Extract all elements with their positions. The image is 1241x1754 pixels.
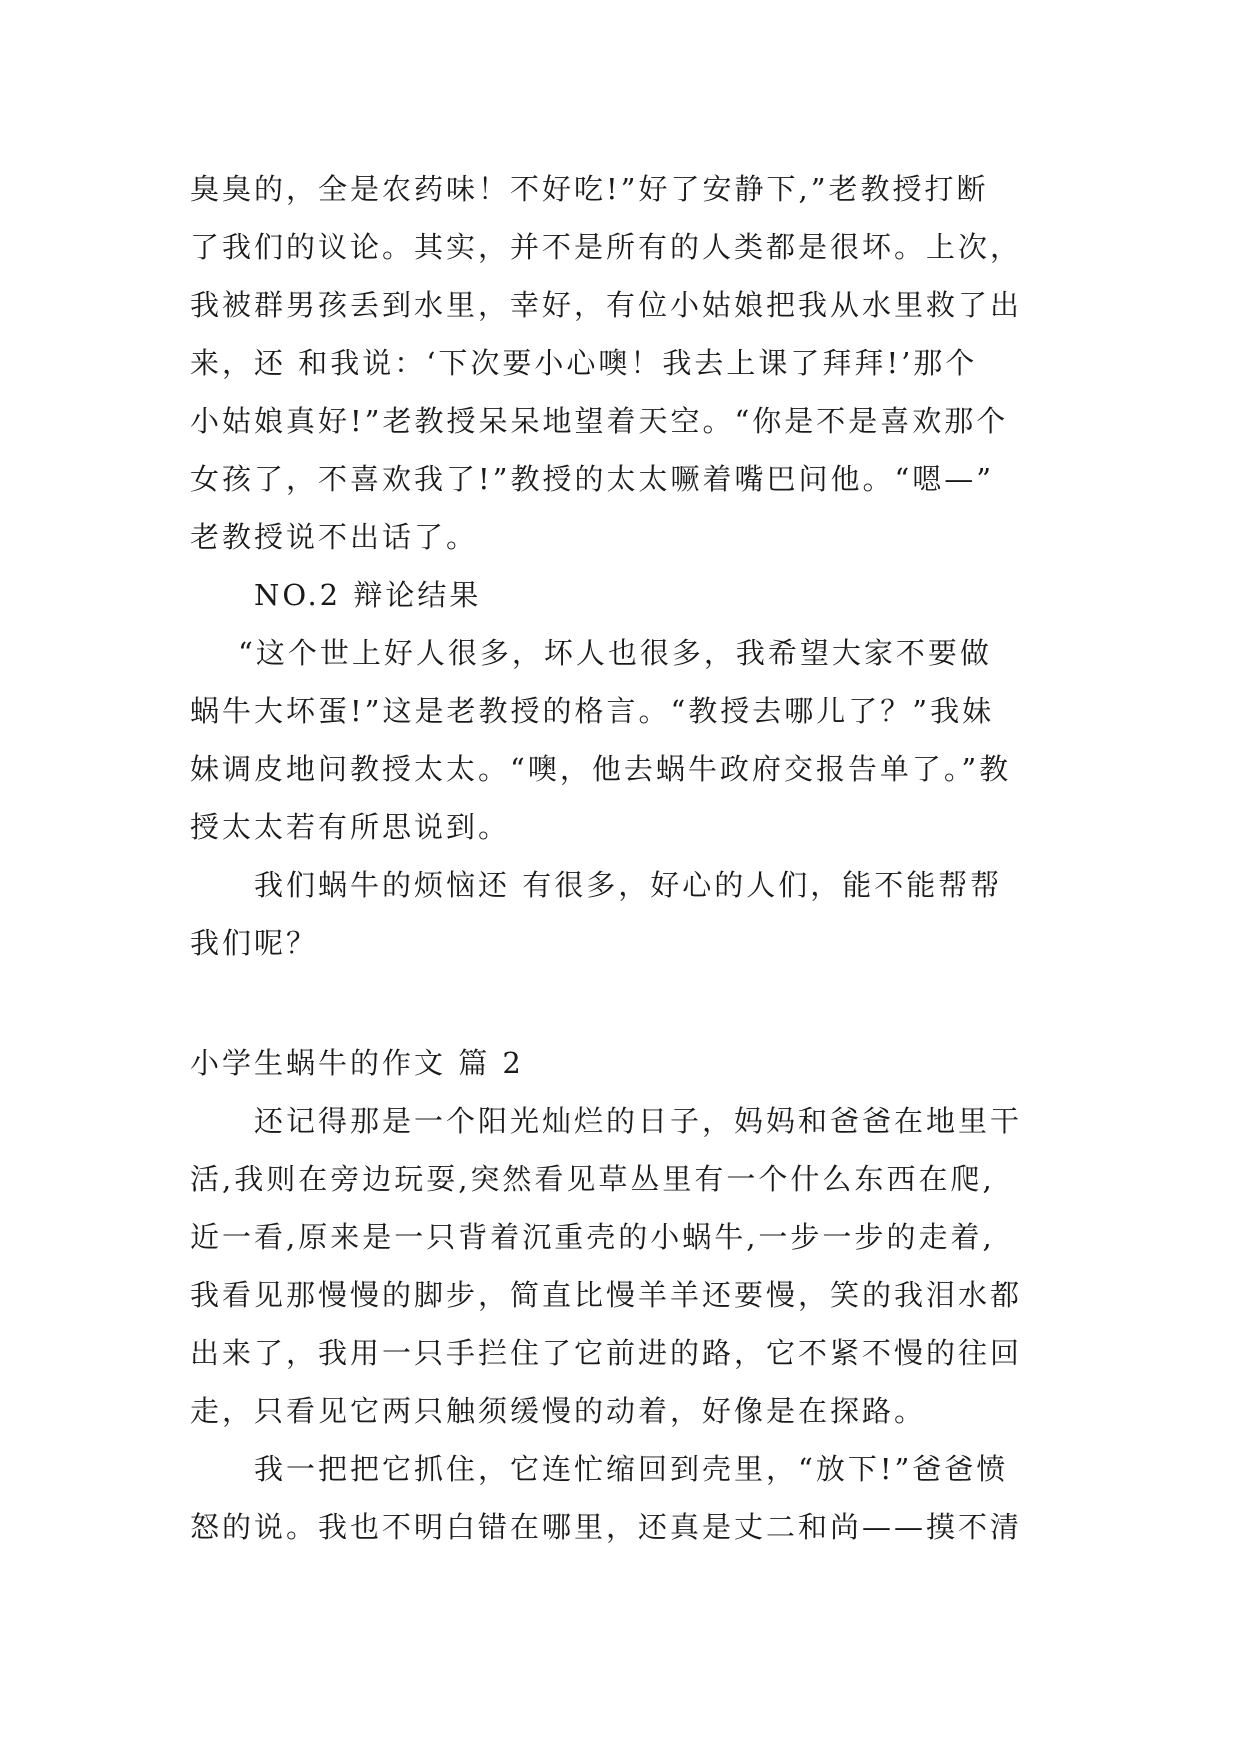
text-line: 老教授说不出话了。 [190,520,479,554]
document-body [190,160,1050,1556]
text-line: 近一看,原来是一只背着沉重壳的小蜗牛,一步一步的走着, [190,1220,995,1254]
text-line: 我们蜗牛的烦恼还 有很多，好心的人们，能不能帮帮 [254,868,1003,902]
text-line: 怒的说。我也不明白错在哪里，还真是丈二和尚——摸不清 [190,1510,1023,1544]
text-line: 还记得那是一个阳光灿烂的日子，妈妈和爸爸在地里干 [254,1104,1023,1138]
text-line: 活,我则在旁边玩耍,突然看见草丛里有一个什么东西在爬, [190,1162,995,1196]
article-title: 小学生蜗牛的作文 篇 2 [190,1046,524,1080]
text-line: “这个世上好人很多，坏人也很多，我希望大家不要做 [238,636,992,670]
text-line: 臭臭的，全是农药味！不好吃!”好了安静下,”老教授打断 [190,172,989,206]
text-line: 授太太若有所思说到。 [190,810,511,844]
text-line: 小姑娘真好!”老教授呆呆地望着天空。“你是不是喜欢那个 [190,404,1009,438]
section-heading: NO.2 辩论结果 [254,578,482,612]
text-line: 我一把把它抓住，它连忙缩回到壳里，“放下!”爸爸愤 [254,1452,1009,1486]
paragraph-gap [190,972,1050,1034]
text-line: 妹调皮地问教授太太。“噢，他去蜗牛政府交报告单了。”教 [190,752,1012,786]
text-line: 我看见那慢慢的脚步，简直比慢羊羊还要慢，笑的我泪水都 [190,1278,1023,1312]
text-line: 来，还 和我说：‘下次要小心噢！我去上课了拜拜!’那个 [190,346,978,380]
text-line: 我被群男孩丢到水里，幸好，有位小姑娘把我从水里救了出 [190,288,1023,322]
text-line: 我们呢？ [190,926,319,960]
text-line: 女孩了，不喜欢我了!”教授的太太噘着嘴巴问他。“嗯—” [190,462,995,496]
text-line: 走，只看见它两只触须缓慢的动着，好像是在探路。 [190,1394,927,1428]
text-line: 蜗牛大坏蛋!”这是老教授的格言。“教授去哪儿了？”我妹 [190,694,995,728]
text-line: 了我们的议论。其实，并不是所有的人类都是很坏。上次， [190,230,1023,264]
text-line: 出来了，我用一只手拦住了它前进的路，它不紧不慢的往回 [190,1336,1023,1370]
